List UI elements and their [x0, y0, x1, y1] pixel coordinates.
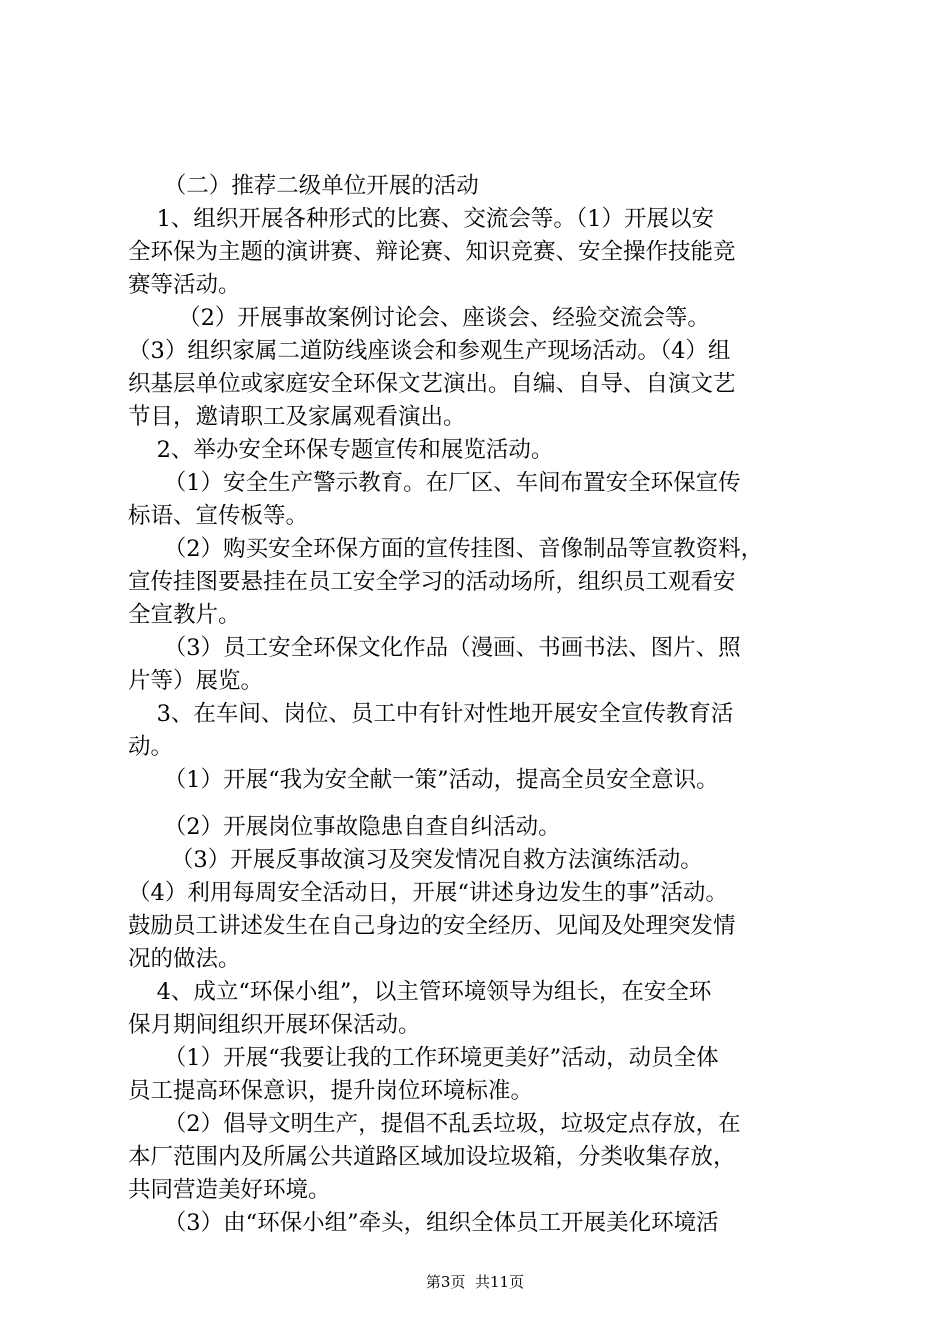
paragraph-line: （2）开展岗位事故隐患自查自纠活动。: [128, 814, 561, 840]
paragraph-line: 3、在车间、岗位、员工中有针对性地开展安全宣传教育活: [128, 701, 734, 727]
paragraph-line: 全宣教片。: [128, 602, 241, 628]
paragraph-line: （3）组织家属二道防线座谈会和参观生产现场活动。（4）组: [128, 338, 731, 364]
paragraph-line: 保月期间组织开展环保活动。: [128, 1012, 421, 1038]
paragraph-line: 1、组织开展各种形式的比赛、交流会等。（1）开展以安: [128, 206, 714, 232]
paragraph-line: 片等）展览。: [128, 668, 264, 694]
paragraph-line: 4、成立“环保小组”，以主管环境领导为组长，在安全环: [128, 979, 712, 1005]
paragraph-line: 共同营造美好环境。: [128, 1177, 331, 1203]
paragraph-line: 标语、宣传板等。: [128, 503, 309, 529]
document-body: [128, 170, 840, 1240]
paragraph-line: 赛等活动。: [128, 272, 241, 298]
paragraph-line: 宣传挂图要悬挂在员工安全学习的活动场所，组织员工观看安: [128, 569, 736, 595]
section-heading: （二）推荐二级单位开展的活动: [128, 173, 479, 199]
paragraph-line: 织基层单位或家庭安全环保文艺演出。自编、自导、自演文艺: [128, 371, 736, 397]
paragraph-line: （3）员工安全环保文化作品（漫画、书画书法、图片、照: [128, 635, 741, 661]
paragraph-line: （1）安全生产警示教育。在厂区、车间布置安全环保宣传: [128, 470, 741, 496]
page-number-footer: 第3页 共11页: [425, 1273, 525, 1291]
paragraph-line: 动。: [128, 734, 174, 760]
paragraph-line: 况的做法。: [128, 946, 241, 972]
paragraph-line: 本厂范围内及所属公共道路区域加设垃圾箱，分类收集存放，: [128, 1144, 736, 1170]
paragraph-line: （1）开展“我要让我的工作环境更美好”活动，动员全体: [128, 1045, 719, 1071]
paragraph-line: （2）开展事故案例讨论会、座谈会、经验交流会等。: [128, 305, 710, 331]
paragraph-line: （2）倡导文明生产，提倡不乱丢垃圾，垃圾定点存放，在: [128, 1111, 741, 1137]
paragraph-line: （3）开展反事故演习及突发情况自救方法演练活动。: [128, 847, 703, 873]
paragraph-line: 鼓励员工讲述发生在自己身边的安全经历、见闻及处理突发情: [128, 913, 736, 939]
paragraph-line: 员工提高环保意识，提升岗位环境标准。: [128, 1078, 534, 1104]
paragraph-line: 2、举办安全环保专题宣传和展览活动。: [128, 437, 554, 463]
paragraph-line: 节目，邀请职工及家属观看演出。: [128, 404, 466, 430]
paragraph-line: （1）开展“我为安全献一策”活动，提高全员安全意识。: [128, 767, 719, 793]
paragraph-line: 全环保为主题的演讲赛、辩论赛、知识竞赛、安全操作技能竞: [128, 239, 736, 265]
paragraph-line: （2）购买安全环保方面的宣传挂图、音像制品等宣教资料，: [128, 536, 764, 562]
paragraph-line: （4）利用每周安全活动日，开展“讲述身边发生的事”活动。: [128, 880, 728, 906]
paragraph-line: （3）由“环保小组”牵头，组织全体员工开展美化环境活: [128, 1210, 719, 1236]
